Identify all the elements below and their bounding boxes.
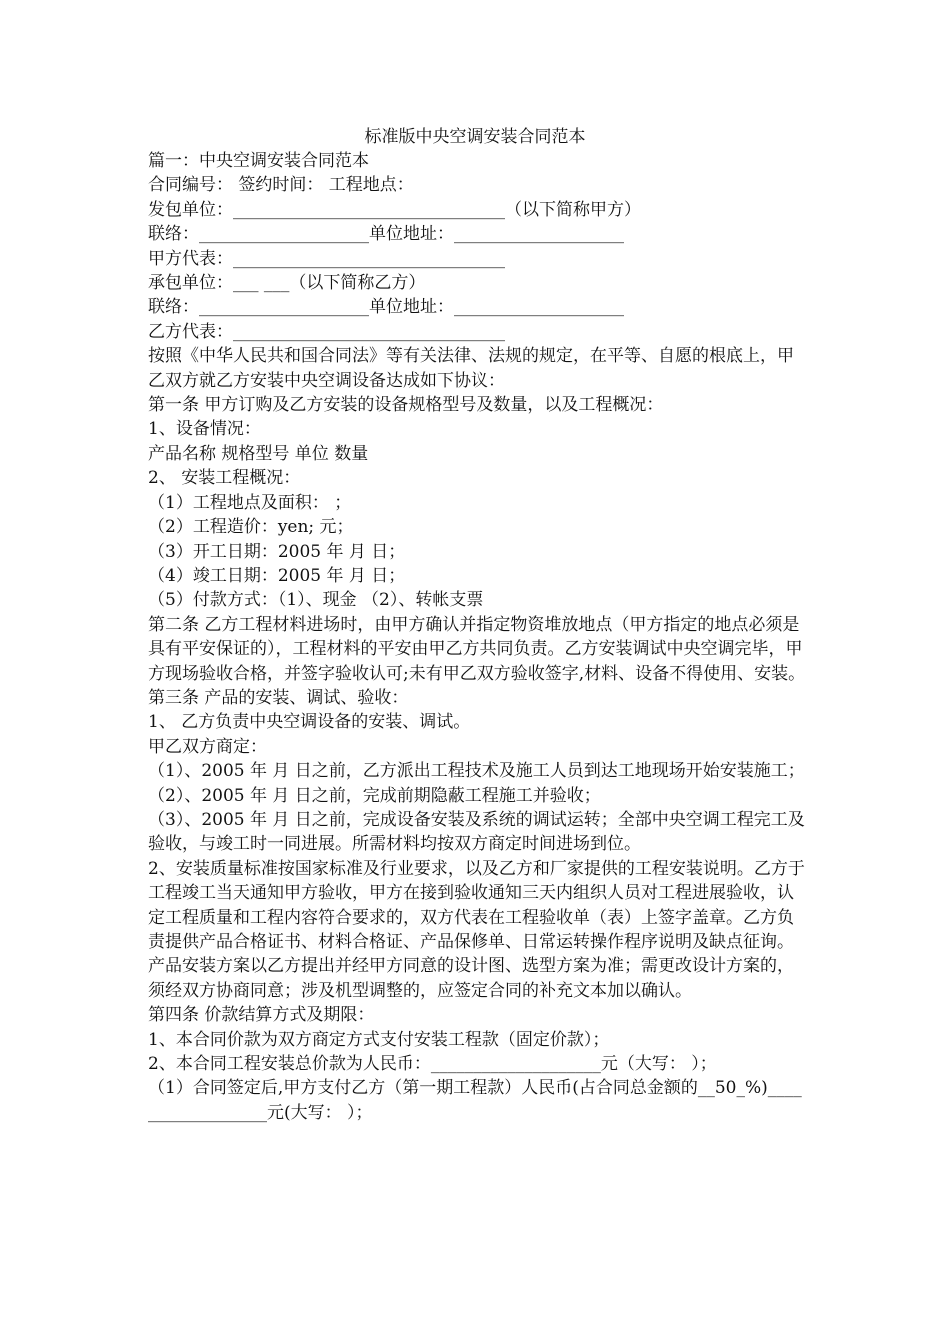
party-b-contact-line: 联络：____________________单位地址：____________________ [148,297,624,318]
article-1-item: 1、设备情况： [148,419,261,440]
article-3-subitem: （3）、2005 年 月 日之前，完成设备安装及系统的调试运转；全部中央空调工程完工及验收，与竣工时一同进展。所需材料均按双方商定时间进场到位。 [148,809,805,855]
article-4-heading: 第四条 价款结算方式及期限： [148,1005,375,1026]
article-1-subitem: （3）开工日期：2005 年 月 日； [148,541,406,562]
article-1-subitem: （4）竣工日期：2005 年 月 日； [148,565,406,586]
section-heading: 篇一：中央空调安装合同范本 [148,151,369,171]
article-1-subitem: （5）付款方式：（1）、现金 （2）、转帐支票 [148,590,484,611]
article-3-paragraph: 2、安装质量标准按国家标准及行业要求，以及乙方和厂家提供的工程安装说明。乙方于工程竣工当天通知甲方验收，甲方在接到验收通知三天内组织人员对工程进展验收，认定工程质量和工程内容符合要求的，双方代表在工程验收单（表）上签字盖章。乙方负责提供产品合格证书、材料合格证、产品保修单、日常运转操作程序说明及缺点征询。产品安装方案以乙方提出并经甲方同意的设计图、选型方案为准；需更改设计方案的，须经双方协商同意；涉及机型调整的，应签定合同的补充文本加以确认。 [148,858,805,1001]
article-3-subitem: （1）、2005 年 月 日之前，乙方派出工程技术及施工人员到达工地现场开始安装施工； [148,761,805,782]
preamble-paragraph: 按照《中华人民共和国合同法》等有关法律、法规的规定，在平等、自愿的根底上，甲乙双方就乙方安装中央空调设备达成如下协议： [148,346,794,391]
article-3-subitem: （2）、2005 年 月 日之前，完成前期隐蔽工程施工并验收； [148,785,601,806]
document-title: 标准版中央空调安装合同范本 [364,127,586,147]
document-body [148,149,810,1125]
party-b-rep-line: 乙方代表：________________________________ [148,321,505,342]
article-1-item: 2、 安装工程概况： [148,468,301,489]
party-b-unit-line: 承包单位：___ ___（以下简称乙方） [148,273,426,294]
party-a-unit-line: 发包单位：________________________________（以下简称甲方） [148,199,641,220]
article-3-heading: 第三条 产品的安装、调试、验收： [148,687,409,708]
party-a-contact-line: 联络：____________________单位地址：____________________ [148,224,624,245]
article-3-item: 甲乙双方商定： [148,736,267,757]
article-4-subitem: （1）合同签定后,甲方支付乙方（第一期工程款）人民币(占合同总金额的__50_%)__________________元(大写： ）； [148,1078,802,1123]
article-4-item: 1、本合同价款为双方商定方式支付安装工程款（固定价款）； [148,1029,610,1050]
article-1-subitem: （1）工程地点及面积： ； [148,492,352,513]
article-3-item: 1、 乙方负责中央空调设备的安装、调试。 [148,712,471,733]
article-1-subitem: （2）工程造价：yen; 元； [148,517,354,538]
article-1-item: 产品名称 规格型号 单位 数量 [148,443,369,464]
article-1-heading: 第一条 甲方订购及乙方安装的设备规格型号及数量，以及工程概况： [148,395,664,416]
article-2-paragraph: 第二条 乙方工程材料进场时，由甲方确认并指定物资堆放地点（甲方指定的地点必须是具有平安保证的），工程材料的平安由甲乙方共同负责。乙方安装调试中央空调完毕，甲方现场验收合格，并签字验收认可;未有甲乙双方验收签字,材料、设备不得使用、安装。 [148,614,806,684]
article-4-item: 2、本合同工程安装总价款为人民币：____________________元（大写： ）； [148,1054,717,1075]
contract-info-line: 合同编号： 签约时间： 工程地点： [148,175,414,196]
party-a-rep-line: 甲方代表：________________________________ [148,248,505,269]
